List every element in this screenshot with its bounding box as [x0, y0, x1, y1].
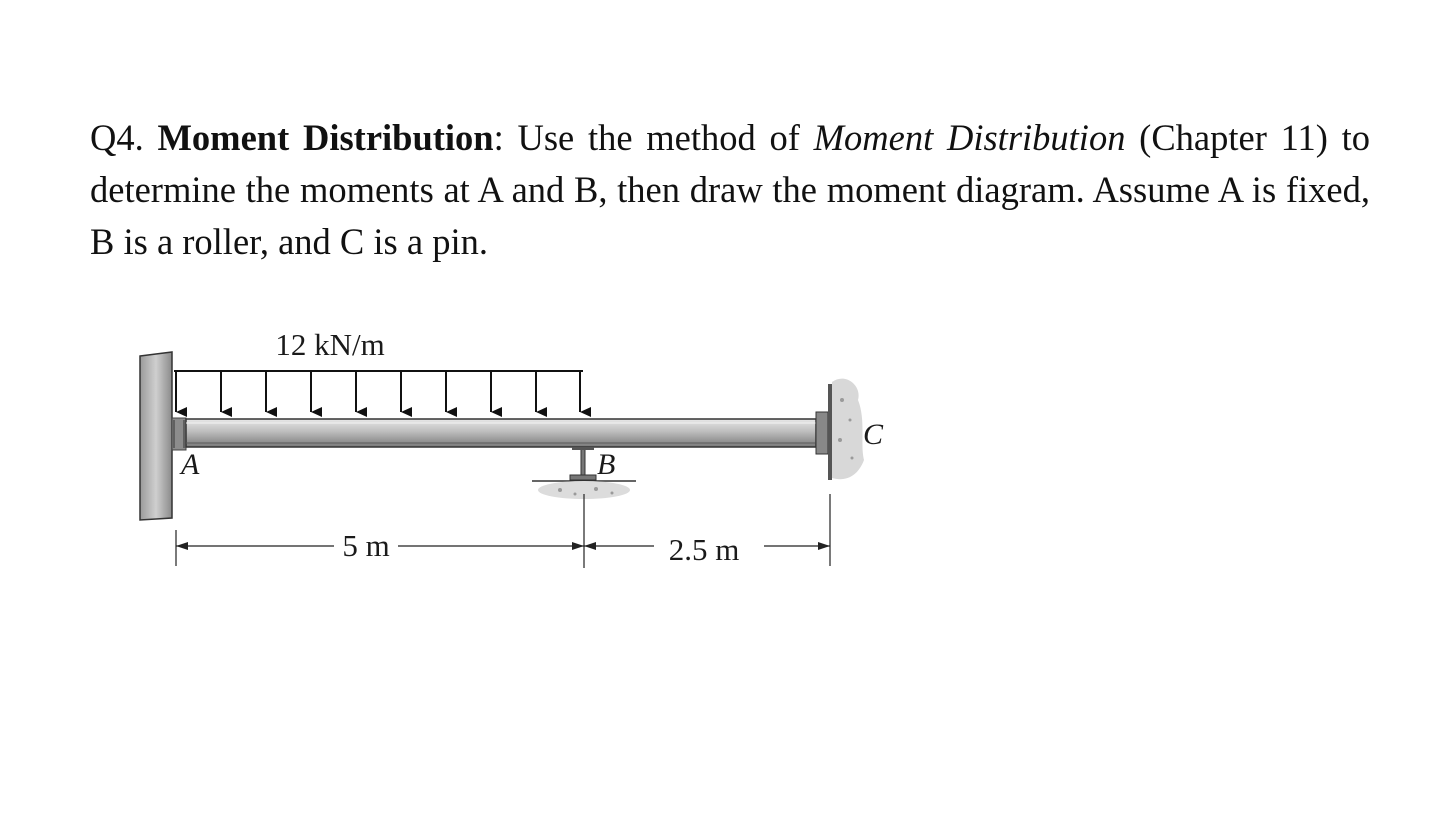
method-name: Moment Distribution: [813, 117, 1126, 158]
question-text-part-1: : Use the method of: [493, 117, 814, 158]
question-number: Q4.: [90, 117, 144, 158]
fixed-support-a: [140, 352, 186, 520]
support-c-label: C: [863, 418, 884, 451]
support-b-label: B: [597, 448, 616, 481]
beam: [186, 419, 816, 447]
support-a-label: A: [181, 448, 200, 481]
distributed-load: [174, 371, 583, 412]
span-ab-label: 5 m: [342, 528, 390, 563]
question-title: Moment Distribution: [157, 117, 494, 158]
roller-support-b: [532, 447, 636, 499]
load-label: 12 kN/m: [275, 327, 385, 362]
span-bc-label: 2.5 m: [668, 532, 740, 567]
pin-support-c: [816, 379, 864, 480]
question-text-part-2: (Chapter 11) to determine the moments at A and B, then draw the moment diagram. Assume A is fixed, B is a roller, and C is a pin.: [90, 117, 1371, 262]
